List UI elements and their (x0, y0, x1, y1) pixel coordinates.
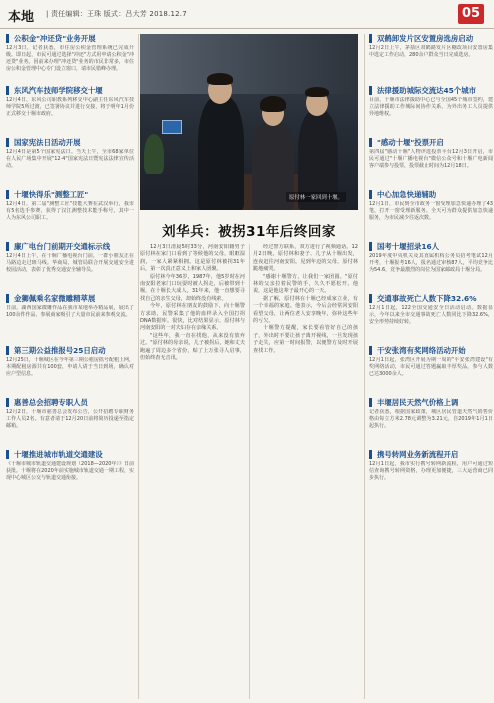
article-paragraph: "这些年，我一直在找他，从来没有放弃过。"原付林的母亲说，儿子被拐后，她和丈夫跑遍了周边多个省份，贴了上万张寻人启事，但始终杳无音讯。 (140, 332, 245, 362)
news-brief (369, 398, 493, 444)
brief-title: 中心加急快递辅助 (369, 190, 493, 199)
brief-title: 金狮佩乘名家微雕精萃展 (6, 294, 134, 303)
article-body (140, 244, 358, 699)
brief-body: 日前，湖西国家微雕作品在我市某地举办精品展，展出了100余件作品，参展商家吸引了大量市民前来参观交流。 (6, 305, 134, 318)
brief-body: 12月4日是第5个国家宪法日。当天上午，全市68家单位在人民广场集中开展"12·4"国家宪法日暨宪法法律宣传活动。 (6, 149, 134, 169)
news-brief (6, 86, 134, 132)
person-hair (305, 87, 329, 97)
news-brief (369, 346, 493, 392)
brief-title: 惠善总会招聘专职人员 (6, 398, 134, 407)
person-hair (207, 73, 233, 85)
brief-title: 丰堰居民天然气价格上调 (369, 398, 493, 407)
photo-caption: 原付林一家回到十堰。 (286, 192, 346, 202)
brief-body: 12月1日，市民到全市政务一窗受理加急快递办理了43笔，打开一窗受理新服务。全天可为群众提供加急快递服务，为市民减少往返次数。 (369, 201, 493, 221)
news-brief (6, 190, 134, 236)
brief-title: 国考十堰招录16人 (369, 242, 493, 251)
brief-title: 干安张湾有奖网络活动开始 (369, 346, 493, 355)
brief-body: 12月2日，十堰市慈善总会发布公告，公开招聘专职财务工作人员2名。有意者请于12月20日前将简历投递至指定邮箱。 (6, 409, 134, 429)
article-paragraph: 原付林今年36岁，1987年，他5岁时在河南安阳老家门口玩耍时被人拐走，后被带到十堰，在十堰长大成人。31年来，他一直想要寻找自己的亲生父母，却始终没有线索。 (140, 273, 245, 302)
news-brief (369, 34, 493, 80)
section-name: 本地 (8, 10, 35, 25)
brief-body: 12月25日，十堰城区在今年第三期公租房摇号配租上网，本期配租房源共有100套，申请人请于当日到场，确认对应户型信息。 (6, 357, 134, 377)
page-number: 05 (458, 4, 484, 24)
news-brief (369, 294, 493, 340)
article-paragraph: 十堰警方提醒，家长要看管好自己的孩子，外出时不要让孩子离开视线，一旦发现孩子走失，应第一时间报警，以便警方及时开展查找工作。 (253, 325, 358, 354)
editor-info: | 责任编辑：王珠 版式：吕大芳 2018.12.7 (46, 10, 187, 18)
brief-title: 十堰快得乐"测整工匠" (6, 190, 134, 199)
brief-title: 携号转网业务新流程开启 (369, 450, 493, 459)
brief-title: 交通事故死亡人数下降32.6% (369, 294, 493, 303)
photo-plant (144, 134, 164, 174)
person-hair (260, 96, 286, 112)
brief-title: 法律援助城际交流达45个城市 (369, 86, 493, 95)
brief-title: 第三期公益推报号25日启动 (6, 346, 134, 355)
photo-sign (162, 120, 182, 134)
news-brief (6, 294, 134, 340)
person-silhouette (198, 96, 244, 210)
brief-body: 12月4日，东风公司职教系列移交中心副主任东风汽车技师学院5所过渡，已签署协议并进行交接，将于明年1月份正式移交十堰市政府。 (6, 97, 134, 117)
brief-body: 12月1日起，122全国交通安全日活动启动。数据显示，今年以来全市交通事故死亡人数同比下降32.6%，安全形势持续好转。 (369, 305, 493, 325)
news-brief (6, 346, 134, 392)
brief-body: 12月1日起，我市实行携号转网新流程，用户可通过短信查询携号转网资格，办理更加便捷，三大运营商已同步执行。 (369, 461, 493, 481)
brief-body: 第四届"感动十堰"人物评选投票平台12月3日开启，市民可通过"十堰广播电视台"微信公众号和十堰广电新闻客户端参与投票，投票截止时间为12月18日。 (369, 149, 493, 169)
article-paragraph: 经过警方联系，双方进行了视频通话。12月2日晚，原付林和妻子、儿子从十堰出发，连夜赶往河南安阳。见到年迈的父母，原付林跪地痛哭。 (253, 244, 358, 273)
brief-body: 12月4日上午，在十堰广播电视台门前，一群小朋友正在马路边走过斑马线。华商局、城管局联合开展交通安全进校园活动，表彰了优秀交通安全辅导员。 (6, 253, 134, 273)
brief-body: 2019年度中央机关及其直属机构公务员招考笔试12月开考，十堰报考16人，报名通过审核87人，平均竞争比为54.6，竞争最激烈的岗位为国家邮政局十堰分局。 (369, 253, 493, 273)
article-paragraph: 据了解，原付林在十堰已经成家立业，有一个幸福的家庭。他表示，今后会经常回安阳看望父母，让两位老人安享晚年，弥补这些年的亏欠。 (253, 295, 358, 325)
feature-story (140, 34, 358, 699)
feature-photo (140, 34, 358, 210)
news-brief (6, 34, 134, 80)
news-brief (369, 190, 493, 236)
brief-title: 双鹤卸发片区安置房选房启动 (369, 34, 493, 43)
brief-body: 12月1日起，张湾区开展为期一周的"平安张湾建设"有奖网络活动，市民可通过答题赢取丰厚奖品，参与人数已达3000余人。 (369, 357, 493, 377)
news-brief (6, 450, 134, 496)
article-paragraph: 今年，原付林在朋友的鼓励下，向十堰警方求助，民警采集了他的血样录入全国打拐DNA数据库。很快，比对结果显示，原付林与河南安阳的一对夫妇存在亲缘关系。 (140, 303, 245, 332)
brief-title: 东风汽车技师学院移交十堰 (6, 86, 134, 95)
right-news-column (364, 34, 493, 699)
brief-title: 十堰推进城市轨道交通建设 (6, 450, 134, 459)
news-brief (369, 450, 493, 496)
brief-title: 国家宪法日活动开展 (6, 138, 134, 147)
photo-wall (140, 34, 358, 94)
news-brief (369, 138, 493, 184)
news-brief (6, 242, 134, 288)
article-paragraph: "感谢十堰警方，让我们一家团圆。"原付林的父亲拉着民警的手，久久不愿松开。他说，这是他这辈子最开心的一天。 (253, 273, 358, 295)
news-brief (369, 242, 493, 288)
article-paragraph: 12月3日清晨5时33分，河南安阳籍男子原付林在家门口看到了等候他的父母，眼眶湿润，一家人紧紧相拥。这是原付林被拐31年后，第一次真正意义上和家人团聚。 (140, 244, 245, 273)
brief-title: 廉广电台门前期开交通标示线 (6, 242, 134, 251)
left-news-column (6, 34, 139, 699)
news-brief (6, 398, 134, 444)
brief-title: "感动十堰"投票开启 (369, 138, 493, 147)
brief-body: 12月4日，第二届"测整工匠"技能大赛在武汉举行，我市有5名选手参赛，获得了汉江测整技术能手称号，其中一人为东风公司职工。 (6, 201, 134, 221)
brief-body: 12月3日，记者获悉，市住房公积金管理系统已完成升级。即日起，市民可通过选择"冲还"方式用申请公积金"冲还贷"业务。因前来办理"冲还贷"业务的市民非常多，市住房公积金管理中心专门设立窗口，请市民错峰办理。 (6, 45, 134, 72)
brief-body: 目前，十堰市法律援助中心已与全国45个城市签约，建立法律援助工作城际间协作关系，为外出务工人员提供异地维权。 (369, 97, 493, 117)
news-brief (369, 86, 493, 132)
brief-body: 记者获悉，根据国家政策，城区居民管道天然气销售价格由每立方米2.78元调整为3.21元，自2019年1月1日起执行。 (369, 409, 493, 429)
brief-title: 公积金"冲还贷"业务开展 (6, 34, 134, 43)
page-header (0, 0, 494, 29)
brief-body: 《十堰市城市轨道交通建设规划（2018—2020年）》日前获批。十堰将在2020年前实施城市轨道交通一期工程，实现中心城区公交与轨道交通衔接。 (6, 461, 134, 481)
brief-body: 12月2日上午，茅箭区双鹤路发片区棚改项目安置房集中选定工作启动，280余户群众当日完成选房。 (369, 45, 493, 58)
news-brief (6, 138, 134, 184)
headline: 刘华兵：被拐31年后终回家 (162, 224, 336, 240)
